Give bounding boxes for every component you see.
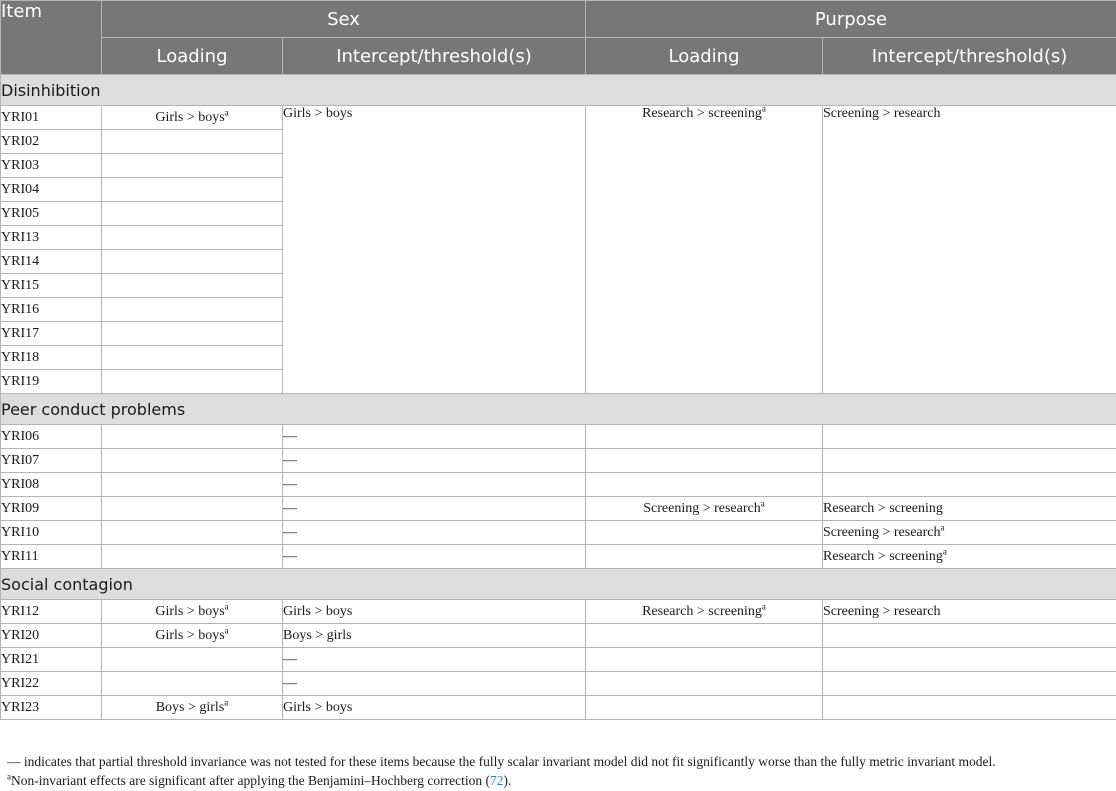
table-row [1, 545, 1116, 569]
table-row [1, 600, 1116, 624]
purpose-loading-cell [586, 696, 823, 720]
purpose-intercept-cell [823, 696, 1116, 720]
section-social-contagion-title: Social contagion [1, 569, 1116, 600]
purpose-loading-cell [586, 425, 823, 449]
purpose-intercept-cell: Research > screening [823, 497, 1116, 521]
purpose-loading-cell [586, 473, 823, 497]
footnote-dash: — indicates that partial threshold invariance was not tested for these items because the fully scalar invariant model did not fit significantly worse than the fully metric invariant model. [7, 754, 996, 769]
item-cell: YRI19 [1, 370, 102, 394]
sex-loading-cell [102, 648, 283, 672]
purpose-loading-cell [586, 672, 823, 696]
purpose-loading-cell [586, 624, 823, 648]
purpose-loading-cell [586, 449, 823, 473]
sex-intercept-cell: — [283, 449, 586, 473]
sex-loading-cell [102, 346, 283, 370]
purpose-loading-cell [586, 545, 823, 569]
item-cell: YRI13 [1, 226, 102, 250]
item-cell: YRI01 [1, 106, 102, 130]
purpose-intercept-cell [823, 624, 1116, 648]
sex-intercept-cell: — [283, 648, 586, 672]
sex-intercept-cell: — [283, 545, 586, 569]
sex-intercept-cell: Girls > boys [283, 600, 586, 624]
sex-intercept-cell: Girls > boys [283, 696, 586, 720]
purpose-intercept-cell: Screening > research$^a$ [823, 521, 1116, 545]
sex-loading-cell [102, 521, 283, 545]
item-cell: YRI15 [1, 274, 102, 298]
purpose-loading-cell [586, 521, 823, 545]
sex-loading-cell: Girls > boys$^a$ [102, 106, 283, 130]
sex-loading-cell [102, 130, 283, 154]
sex-loading-cell [102, 322, 283, 346]
item-cell: YRI04 [1, 178, 102, 202]
purpose-loading-cell: Screening > research$^a$ [586, 497, 823, 521]
sex-loading-cell [102, 672, 283, 696]
reference-link[interactable]: 72 [489, 773, 504, 788]
item-cell: YRI12 [1, 600, 102, 624]
table-row [1, 425, 1116, 449]
item-cell: YRI14 [1, 250, 102, 274]
sex-loading-cell [102, 154, 283, 178]
sex-loading-cell [102, 178, 283, 202]
sex-intercept-cell: — [283, 497, 586, 521]
item-cell: YRI23 [1, 696, 102, 720]
purpose-intercept-cell [823, 425, 1116, 449]
sex-loading-cell: Girls > boys$^a$ [102, 624, 283, 648]
purpose-loading-cell [586, 648, 823, 672]
purpose-group-header: Purpose [586, 1, 1116, 38]
purpose-intercept-cell [823, 449, 1116, 473]
table-row [1, 473, 1116, 497]
sex-loading-cell [102, 497, 283, 521]
table-row [1, 648, 1116, 672]
purpose-intercept-cell [823, 672, 1116, 696]
sex-loading-cell [102, 226, 283, 250]
item-cell: YRI22 [1, 672, 102, 696]
footnote-significance: $^a$Non-invariant effects are significant after applying the Benjamini–Hochberg correction (72). [7, 771, 512, 788]
section-peer-conduct-title: Peer conduct problems [1, 394, 1116, 425]
sex-intercept-cell: — [283, 672, 586, 696]
sex-loading-header: Loading [102, 38, 283, 75]
table-row [1, 449, 1116, 473]
sex-loading-cell [102, 425, 283, 449]
table-row [1, 624, 1116, 648]
item-cell: YRI20 [1, 624, 102, 648]
table-row [1, 106, 1116, 130]
purpose-loading-header: Loading [586, 38, 823, 75]
table-row [1, 696, 1116, 720]
table-row [1, 497, 1116, 521]
sex-intercept-cell: — [283, 473, 586, 497]
purpose-intercept-cell: Screening > research [823, 600, 1116, 624]
item-cell: YRI16 [1, 298, 102, 322]
item-cell: YRI09 [1, 497, 102, 521]
sex-intercept-header: Intercept/threshold(s) [283, 38, 586, 75]
purpose-intercept-cell: Screening > research [823, 106, 1116, 394]
item-cell: YRI08 [1, 473, 102, 497]
sex-loading-cell [102, 274, 283, 298]
item-cell: YRI17 [1, 322, 102, 346]
sex-loading-cell: Girls > boys$^a$ [102, 600, 283, 624]
table-row [1, 672, 1116, 696]
sex-intercept-cell: — [283, 425, 586, 449]
item-cell: YRI05 [1, 202, 102, 226]
purpose-intercept-cell: Research > screening$^a$ [823, 545, 1116, 569]
item-cell: YRI02 [1, 130, 102, 154]
table-footnotes [7, 752, 1112, 790]
purpose-intercept-header: Intercept/threshold(s) [823, 38, 1116, 75]
sex-loading-cell [102, 449, 283, 473]
item-cell: YRI21 [1, 648, 102, 672]
item-cell: YRI07 [1, 449, 102, 473]
table-row [1, 521, 1116, 545]
sex-intercept-cell: Girls > boys [283, 106, 586, 394]
sex-intercept-cell: Boys > girls [283, 624, 586, 648]
purpose-loading-cell: Research > screening$^a$ [586, 106, 823, 394]
sex-loading-cell [102, 298, 283, 322]
sex-loading-cell [102, 473, 283, 497]
item-cell: YRI10 [1, 521, 102, 545]
sex-loading-cell [102, 545, 283, 569]
purpose-intercept-cell [823, 473, 1116, 497]
sex-group-header: Sex [102, 1, 586, 38]
item-cell: YRI18 [1, 346, 102, 370]
sex-loading-cell: Boys > girls$^a$ [102, 696, 283, 720]
sex-loading-cell [102, 370, 283, 394]
item-cell: YRI11 [1, 545, 102, 569]
item-cell: YRI06 [1, 425, 102, 449]
sex-loading-cell [102, 250, 283, 274]
item-column-header: Item [1, 1, 102, 75]
item-cell: YRI03 [1, 154, 102, 178]
purpose-intercept-cell [823, 648, 1116, 672]
sex-loading-cell [102, 202, 283, 226]
sex-intercept-cell: — [283, 521, 586, 545]
section-disinhibition-title: Disinhibition [1, 75, 1116, 106]
purpose-loading-cell: Research > screening$^a$ [586, 600, 823, 624]
